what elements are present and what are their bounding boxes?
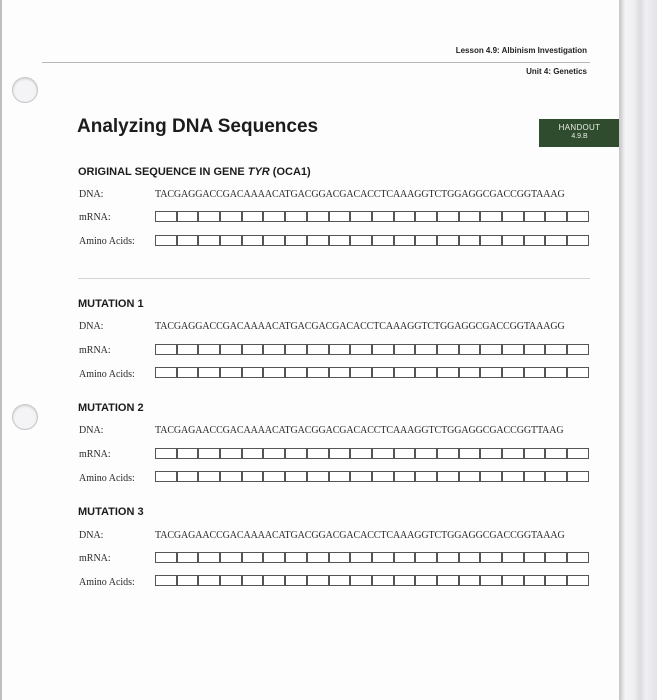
mrna-codon-box[interactable] [263, 344, 285, 355]
amino-acid-box[interactable] [220, 367, 242, 378]
amino-acid-box[interactable] [220, 575, 242, 586]
mrna-codon-box[interactable] [567, 552, 589, 563]
mrna-codon-box[interactable] [198, 552, 220, 563]
mrna-codon-box[interactable] [545, 344, 567, 355]
mrna-codon-box[interactable] [285, 448, 307, 459]
amino-acid-box[interactable] [567, 367, 589, 378]
amino-acid-box[interactable] [459, 235, 481, 246]
amino-acid-box[interactable] [220, 471, 242, 482]
amino-acid-box[interactable] [545, 575, 567, 586]
amino-acid-box[interactable] [437, 471, 459, 482]
amino-acid-box[interactable] [242, 575, 264, 586]
gene-name: TYR [247, 166, 270, 178]
handout-page [2, 0, 620, 700]
amino-acid-box[interactable] [350, 367, 372, 378]
amino-acid-box[interactable] [372, 235, 394, 246]
mrna-codon-box[interactable] [242, 552, 264, 563]
mrna-codon-box[interactable] [350, 448, 372, 459]
amino-acid-box[interactable] [242, 235, 264, 246]
mrna-codon-box[interactable] [220, 344, 242, 355]
amino-acid-box[interactable] [567, 235, 589, 246]
handout-badge [539, 119, 620, 147]
amino-acid-box[interactable] [307, 367, 329, 378]
amino-acid-box[interactable] [263, 471, 285, 482]
amino-acid-box[interactable] [502, 575, 524, 586]
mrna-codon-box[interactable] [198, 211, 220, 222]
mrna-codon-box[interactable] [155, 448, 177, 459]
amino-boxes-mutation-3[interactable] [155, 575, 589, 586]
amino-boxes-original[interactable] [155, 235, 589, 246]
mrna-codon-box[interactable] [329, 344, 351, 355]
mrna-codon-box[interactable] [567, 344, 589, 355]
mrna-codon-box[interactable] [307, 448, 329, 459]
mrna-codon-box[interactable] [285, 552, 307, 563]
amino-acid-box[interactable] [263, 367, 285, 378]
mrna-codon-box[interactable] [177, 552, 199, 563]
amino-acid-box[interactable] [372, 367, 394, 378]
amino-acid-box[interactable] [263, 235, 285, 246]
amino-acid-box[interactable] [415, 235, 437, 246]
page-title: Analyzing DNA Sequences [77, 116, 319, 137]
punch-hole-top [12, 77, 38, 103]
mrna-codon-box[interactable] [242, 344, 264, 355]
amino-acid-box[interactable] [155, 235, 177, 246]
mrna-codon-box[interactable] [415, 211, 437, 222]
section-title-prefix: ORIGINAL SEQUENCE IN GENE [78, 166, 248, 178]
amino-acid-box[interactable] [415, 367, 437, 378]
mrna-codon-box[interactable] [329, 552, 351, 563]
mrna-boxes-mutation-3[interactable] [155, 552, 589, 563]
amino-acid-box[interactable] [394, 367, 416, 378]
amino-boxes-mutation-2[interactable] [155, 471, 589, 482]
amino-acid-box[interactable] [329, 471, 351, 482]
mrna-codon-box[interactable] [155, 552, 177, 563]
mrna-codon-box[interactable] [307, 344, 329, 355]
amino-acid-box[interactable] [329, 367, 351, 378]
mrna-codon-box[interactable] [394, 552, 416, 563]
mrna-codon-box[interactable] [329, 448, 351, 459]
mrna-codon-box[interactable] [307, 211, 329, 222]
mrna-codon-box[interactable] [567, 448, 589, 459]
amino-acid-box[interactable] [198, 235, 220, 246]
amino-acid-box[interactable] [502, 471, 524, 482]
amino-acid-box[interactable] [285, 471, 307, 482]
amino-boxes-mutation-1[interactable] [155, 367, 589, 378]
mrna-codon-box[interactable] [502, 344, 524, 355]
amino-acid-box[interactable] [350, 235, 372, 246]
amino-acid-box[interactable] [394, 471, 416, 482]
amino-acid-box[interactable] [198, 367, 220, 378]
amino-acid-box[interactable] [285, 575, 307, 586]
amino-acid-box[interactable] [307, 575, 329, 586]
mrna-codon-box[interactable] [177, 211, 199, 222]
mrna-codon-box[interactable] [177, 448, 199, 459]
section-title-mutation-3: MUTATION 3 [78, 506, 144, 518]
amino-acid-box[interactable] [307, 471, 329, 482]
amino-acids-label: Amino Acids: [79, 369, 135, 380]
mrna-boxes-mutation-1[interactable] [155, 344, 589, 355]
mrna-codon-box[interactable] [394, 211, 416, 222]
amino-acid-box[interactable] [480, 235, 502, 246]
mrna-codon-box[interactable] [480, 448, 502, 459]
amino-acid-box[interactable] [350, 471, 372, 482]
mrna-codon-box[interactable] [177, 344, 199, 355]
mrna-codon-box[interactable] [155, 211, 177, 222]
amino-acid-box[interactable] [567, 471, 589, 482]
amino-acid-box[interactable] [459, 367, 481, 378]
amino-acid-box[interactable] [285, 367, 307, 378]
amino-acid-box[interactable] [177, 471, 199, 482]
mrna-codon-box[interactable] [307, 552, 329, 563]
mrna-codon-box[interactable] [480, 344, 502, 355]
underlying-sheet [620, 0, 657, 700]
amino-acid-box[interactable] [242, 471, 264, 482]
mrna-codon-box[interactable] [545, 211, 567, 222]
mrna-codon-box[interactable] [415, 448, 437, 459]
mrna-codon-box[interactable] [502, 552, 524, 563]
mrna-codon-box[interactable] [545, 552, 567, 563]
amino-acid-box[interactable] [242, 367, 264, 378]
mrna-codon-box[interactable] [285, 344, 307, 355]
amino-acid-box[interactable] [198, 575, 220, 586]
mrna-codon-box[interactable] [394, 448, 416, 459]
amino-acid-box[interactable] [437, 575, 459, 586]
mrna-codon-box[interactable] [502, 211, 524, 222]
dna-sequence-mutation-2: TACGAGAACCGACAAAACATGACGGACGACACCTCAAAGGTCTGGAGGCGACCGGTTAAG [155, 425, 564, 436]
amino-acid-box[interactable] [155, 575, 177, 586]
mrna-boxes-original[interactable] [155, 211, 589, 222]
punch-hole-middle [12, 404, 38, 430]
mrna-label: mRNA: [79, 212, 111, 223]
handout-badge-label: HANDOUT [558, 123, 601, 132]
amino-acid-box[interactable] [177, 235, 199, 246]
lesson-label: Lesson 4.9: Albinism Investigation [455, 46, 587, 55]
amino-acid-box[interactable] [285, 235, 307, 246]
amino-acid-box[interactable] [459, 471, 481, 482]
amino-acids-label: Amino Acids: [79, 473, 135, 484]
mrna-codon-box[interactable] [198, 448, 220, 459]
section-title-mutation-1: MUTATION 1 [78, 298, 144, 310]
amino-acid-box[interactable] [459, 575, 481, 586]
mrna-label: mRNA: [79, 553, 111, 564]
amino-acid-box[interactable] [480, 367, 502, 378]
amino-acid-box[interactable] [198, 471, 220, 482]
amino-acid-box[interactable] [545, 367, 567, 378]
amino-acids-label: Amino Acids: [79, 577, 135, 588]
header-rule [42, 62, 590, 63]
mrna-codon-box[interactable] [372, 448, 394, 459]
amino-acid-box[interactable] [545, 471, 567, 482]
amino-acid-box[interactable] [220, 235, 242, 246]
mrna-boxes-mutation-2[interactable] [155, 448, 589, 459]
unit-label: Unit 4: Genetics [526, 67, 587, 76]
mrna-codon-box[interactable] [524, 211, 546, 222]
mrna-codon-box[interactable] [567, 211, 589, 222]
amino-acid-box[interactable] [394, 575, 416, 586]
mrna-codon-box[interactable] [350, 344, 372, 355]
handout-badge-number: 4.9.B [571, 133, 588, 140]
mrna-codon-box[interactable] [285, 211, 307, 222]
dna-sequence-mutation-1: TACGAGGACCGACAAAACATGACGACGACACCTCAAAGGTCTGGAGGCGACCGGTAAAGG [155, 321, 565, 332]
section-divider [78, 278, 590, 279]
amino-acid-box[interactable] [329, 235, 351, 246]
mrna-label: mRNA: [79, 449, 111, 460]
amino-acid-box[interactable] [524, 575, 546, 586]
amino-acid-box[interactable] [155, 471, 177, 482]
mrna-codon-box[interactable] [220, 552, 242, 563]
amino-acid-box[interactable] [372, 575, 394, 586]
mrna-codon-box[interactable] [242, 211, 264, 222]
amino-acid-box[interactable] [480, 471, 502, 482]
mrna-codon-box[interactable] [545, 448, 567, 459]
mrna-label: mRNA: [79, 345, 111, 356]
mrna-codon-box[interactable] [242, 448, 264, 459]
mrna-codon-box[interactable] [415, 344, 437, 355]
amino-acid-box[interactable] [524, 471, 546, 482]
amino-acid-box[interactable] [372, 471, 394, 482]
amino-acid-box[interactable] [502, 235, 524, 246]
amino-acid-box[interactable] [480, 575, 502, 586]
amino-acid-box[interactable] [177, 575, 199, 586]
section-title-suffix: (OCA1) [269, 166, 311, 178]
mrna-codon-box[interactable] [263, 552, 285, 563]
amino-acid-box[interactable] [415, 471, 437, 482]
mrna-codon-box[interactable] [437, 344, 459, 355]
amino-acid-box[interactable] [437, 367, 459, 378]
mrna-codon-box[interactable] [459, 344, 481, 355]
amino-acid-box[interactable] [155, 367, 177, 378]
mrna-codon-box[interactable] [437, 552, 459, 563]
mrna-codon-box[interactable] [502, 448, 524, 459]
amino-acid-box[interactable] [415, 575, 437, 586]
dna-label: DNA: [79, 189, 104, 200]
mrna-codon-box[interactable] [372, 211, 394, 222]
dna-sequence-mutation-3: TACGAGAACCGACAAAACATGACGGACGACACCTCAAAGGTCTGGAGGCGACCGGTAAAG [155, 530, 565, 541]
mrna-codon-box[interactable] [350, 552, 372, 563]
mrna-codon-box[interactable] [480, 552, 502, 563]
mrna-codon-box[interactable] [198, 344, 220, 355]
mrna-codon-box[interactable] [437, 211, 459, 222]
amino-acid-box[interactable] [545, 235, 567, 246]
mrna-codon-box[interactable] [394, 344, 416, 355]
amino-acid-box[interactable] [307, 235, 329, 246]
amino-acid-box[interactable] [524, 235, 546, 246]
dna-label: DNA: [79, 530, 104, 541]
section-title-original [78, 166, 311, 178]
amino-acid-box[interactable] [394, 235, 416, 246]
mrna-codon-box[interactable] [524, 552, 546, 563]
dna-label: DNA: [79, 321, 104, 332]
mrna-codon-box[interactable] [480, 211, 502, 222]
mrna-codon-box[interactable] [263, 211, 285, 222]
amino-acid-box[interactable] [329, 575, 351, 586]
amino-acids-label: Amino Acids: [79, 236, 135, 247]
amino-acid-box[interactable] [567, 575, 589, 586]
mrna-codon-box[interactable] [350, 211, 372, 222]
amino-acid-box[interactable] [502, 367, 524, 378]
mrna-codon-box[interactable] [524, 344, 546, 355]
mrna-codon-box[interactable] [220, 211, 242, 222]
amino-acid-box[interactable] [263, 575, 285, 586]
mrna-codon-box[interactable] [459, 448, 481, 459]
mrna-codon-box[interactable] [263, 448, 285, 459]
mrna-codon-box[interactable] [459, 211, 481, 222]
dna-sequence-original: TACGAGGACCGACAAAACATGACGGACGACACCTCAAAGGTCTGGAGGCGACCGGTAAAG [155, 189, 565, 200]
mrna-codon-box[interactable] [459, 552, 481, 563]
amino-acid-box[interactable] [350, 575, 372, 586]
mrna-codon-box[interactable] [437, 448, 459, 459]
amino-acid-box[interactable] [177, 367, 199, 378]
mrna-codon-box[interactable] [329, 211, 351, 222]
amino-acid-box[interactable] [524, 367, 546, 378]
section-title-mutation-2: MUTATION 2 [78, 402, 144, 414]
mrna-codon-box[interactable] [415, 552, 437, 563]
mrna-codon-box[interactable] [155, 344, 177, 355]
mrna-codon-box[interactable] [372, 344, 394, 355]
mrna-codon-box[interactable] [372, 552, 394, 563]
amino-acid-box[interactable] [437, 235, 459, 246]
mrna-codon-box[interactable] [220, 448, 242, 459]
dna-label: DNA: [79, 425, 104, 436]
mrna-codon-box[interactable] [524, 448, 546, 459]
